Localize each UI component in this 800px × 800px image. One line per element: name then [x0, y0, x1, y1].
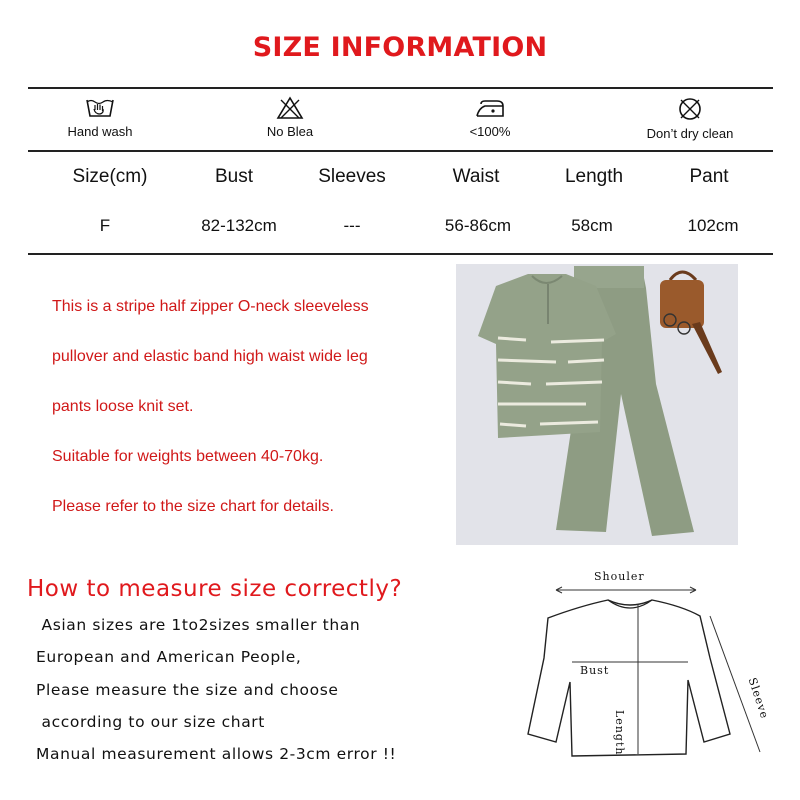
measurement-diagram [520, 566, 780, 766]
top-divider [28, 87, 773, 89]
table-divider [28, 253, 773, 255]
table-header: Pant [689, 166, 729, 187]
care-iron [448, 96, 532, 139]
care-hand-wash [58, 96, 142, 139]
product-photo [456, 264, 738, 545]
description-line: Please refer to the size chart for details. [52, 498, 334, 515]
measure-line: Manual measurement allows 2-3cm error !! [36, 745, 397, 763]
table-cell: 102cm [687, 216, 739, 235]
length-label: Length [613, 710, 626, 756]
shoulder-label: Shouler [594, 570, 645, 583]
bust-label: Bust [580, 664, 610, 677]
table-header: Bust [214, 166, 254, 187]
measure-line: Please measure the size and choose [36, 681, 339, 699]
sweater-outline [528, 600, 730, 756]
care-label: No Blea [266, 124, 314, 139]
measure-title: How to measure size correctly? [27, 576, 403, 602]
no-dry-clean-icon [675, 96, 705, 122]
care-label: <100% [469, 124, 511, 139]
table-header: Sleeves [318, 166, 386, 187]
care-label: Don’t dry clean [646, 126, 734, 141]
sleeve-label: Sleeve [745, 676, 772, 721]
vest-shape [478, 274, 616, 438]
measure-line: European and American People, [36, 648, 302, 666]
description-line: Suitable for weights between 40-70kg. [52, 448, 324, 465]
table-cell: --- [343, 216, 361, 235]
measure-line: according to our size chart [36, 713, 265, 731]
table-cell: F [99, 216, 111, 235]
hand-wash-icon [85, 96, 115, 120]
care-divider [28, 150, 773, 152]
care-no-dry-clean [638, 96, 742, 141]
table-header: Waist [452, 166, 500, 187]
measure-line: Asian sizes are 1to2sizes smaller than [36, 616, 361, 634]
bag-shape [660, 280, 704, 328]
table-cell: 58cm [571, 216, 613, 235]
iron-icon [473, 96, 507, 120]
description-line: pants loose knit set. [52, 398, 194, 415]
description-line: pullover and elastic band high waist wide leg [52, 348, 368, 365]
table-header: Length [564, 166, 624, 187]
table-cell: 56-86cm [444, 216, 512, 235]
no-bleach-icon [275, 96, 305, 120]
page-title: SIZE INFORMATION [252, 32, 548, 63]
description-line: This is a stripe half zipper O-neck sleeveless [52, 298, 369, 315]
table-cell: 82-132cm [201, 216, 277, 235]
care-label: Hand wash [67, 124, 133, 139]
table-header: Size(cm) [72, 166, 148, 187]
care-no-bleach [248, 96, 332, 139]
